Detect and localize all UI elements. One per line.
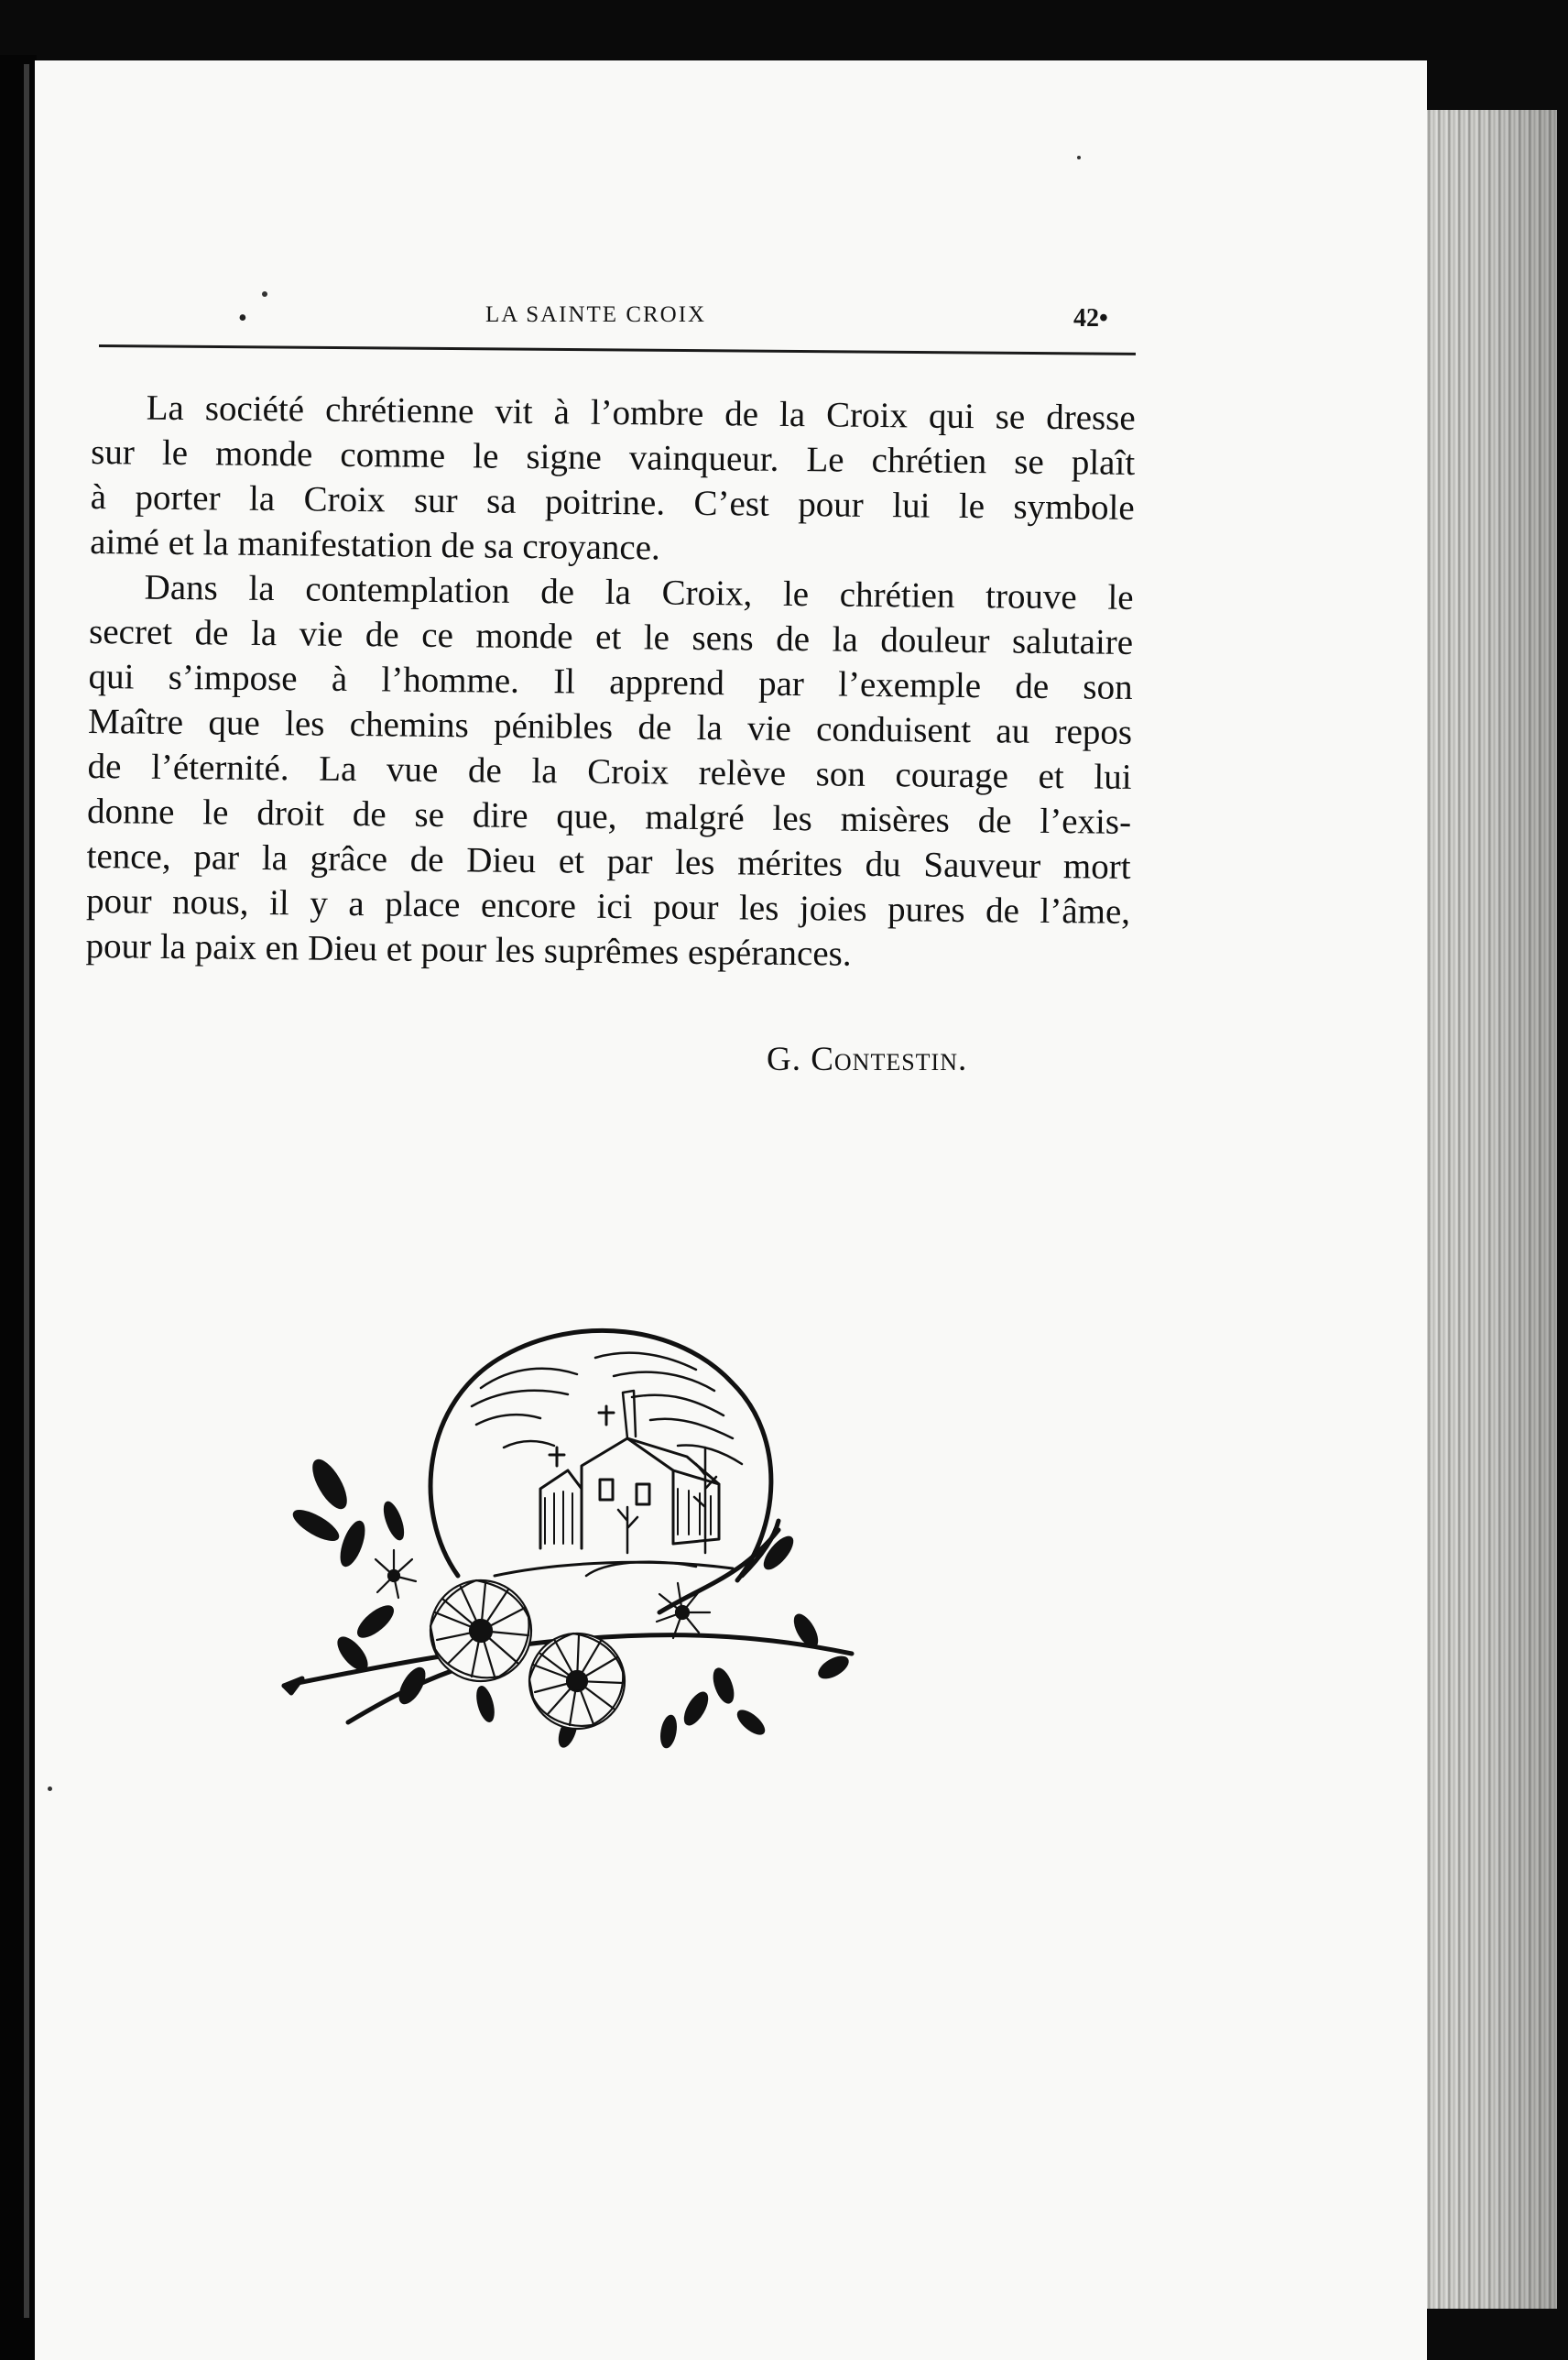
- page-number: 42•: [1073, 304, 1108, 333]
- text-line: pour la paix en Dieu et pour les suprêmes espérances.: [85, 925, 852, 974]
- text-line: aimé et la manifestation de sa croyance.: [89, 521, 661, 568]
- text-line: à porter la Croix sur sa poitrine. C’est pour lui le symbole: [90, 476, 1135, 528]
- text-line: qui s’impose à l’homme. Il apprend par l’exemple de son: [88, 656, 1133, 707]
- paragraph-1: [90, 385, 1136, 575]
- scan-speck: [48, 1786, 52, 1791]
- body-text: [85, 385, 1136, 979]
- text-line: Dans la contemplation de la Croix, le chrétien trouve le: [144, 567, 1134, 617]
- text-line: La société chrétienne vit à l’ombre de la Croix qui se dresse: [146, 388, 1136, 438]
- text-line: sur le monde comme le signe vainqueur. Le chrétien se plaît: [91, 432, 1136, 483]
- text-line: tence, par la grâce de Dieu et par les mérites du Sauveur mort: [86, 836, 1131, 887]
- book-spine-shadow: [0, 55, 37, 2360]
- text-line: donne le droit de se dire que, malgré les misères de l’exis-: [86, 791, 1132, 842]
- text-line: Maître que les chemins pénibles de la vie conduisent au repos: [87, 701, 1133, 752]
- vignette-illustration: [266, 1301, 888, 1814]
- running-head: [101, 295, 1136, 341]
- text-line: secret de la vie de ce monde et le sens de la douleur salutaire: [88, 611, 1134, 662]
- author-signature: G. Contestin.: [767, 1041, 968, 1078]
- running-head-mark: •: [238, 304, 247, 333]
- scan-speck: [1077, 156, 1081, 159]
- text-line: de l’éternité. La vue de la Croix relève son courage et lui: [87, 746, 1132, 797]
- text-line: pour nous, il y a place encore ici pour les joies pures de l’âme,: [85, 880, 1131, 932]
- running-head-title: LA SAINTE CROIX: [485, 302, 707, 327]
- scan-speck: [262, 291, 267, 297]
- book-spine-edge: [24, 64, 29, 2318]
- paragraph-2: [85, 564, 1134, 979]
- vignette-flowers: [376, 1550, 710, 1729]
- scan-top-margin: [0, 0, 1568, 60]
